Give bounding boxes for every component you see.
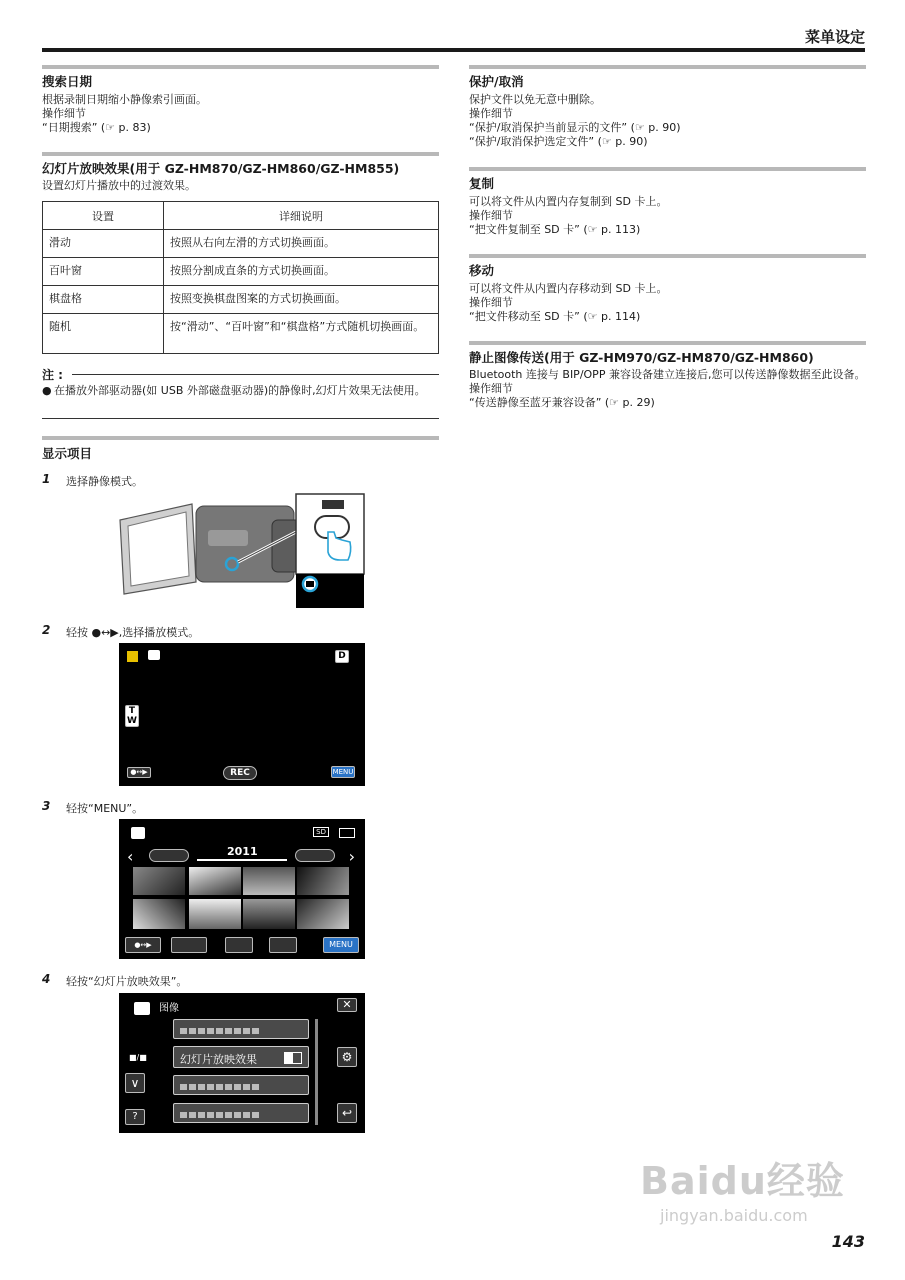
slideshow-desc: 设置幻灯片播放中的过渡效果。	[42, 179, 196, 192]
placeholder-text	[180, 1028, 260, 1034]
step-text: 轻按“幻灯片放映效果”。	[66, 975, 188, 988]
page-number: 143	[831, 1232, 865, 1251]
step-number: 2	[42, 623, 51, 637]
camera-screen-record	[119, 643, 365, 786]
menu-button[interactable]: MENU	[323, 937, 359, 953]
zoom-t-label: T	[128, 706, 136, 716]
gear-icon[interactable]: ⚙	[337, 1047, 357, 1067]
step-text: 轻按“MENU”。	[66, 802, 144, 815]
rec-button[interactable]: REC	[223, 766, 257, 780]
note-label: 注 :	[42, 368, 63, 382]
step-text: 轻按 ●↔▶,选择播放模式。	[66, 626, 200, 639]
camera-screen-index	[119, 819, 365, 959]
desc-text: 可以将文件从内置内存复制到 SD 卡上。	[469, 195, 668, 208]
note-text: 在播放外部驱动器(如 USB 外部磁盘驱动器)的静像时,幻灯片效果无法使用。	[54, 384, 426, 397]
desc-text: Bluetooth 连接与 BIP/OPP 兼容设备建立连接后,您可以传送静像数据至此设备。	[469, 368, 866, 381]
op-link[interactable]: “日期搜索” (☞ p. 83)	[42, 121, 151, 134]
table-row	[43, 230, 439, 258]
menu-item[interactable]	[173, 1019, 309, 1039]
section-bar	[42, 436, 439, 440]
menu-button[interactable]: MENU	[332, 768, 354, 776]
section-title-display: 显示项目	[42, 446, 93, 461]
op-link[interactable]: “把文件复制至 SD 卡” (☞ p. 113)	[469, 223, 641, 236]
close-icon[interactable]: ✕	[337, 998, 357, 1012]
header-rule	[42, 48, 865, 52]
note-rule	[72, 374, 439, 375]
table-cell: 按照变换棋盘图案的方式切换画面。	[164, 286, 439, 314]
watermark-url: jingyan.baidu.com	[660, 1206, 808, 1225]
d-icon: D	[335, 650, 349, 663]
watermark-logo: Baidu经验	[640, 1159, 845, 1203]
step-number: 1	[42, 472, 51, 486]
step-text: 选择静像模式。	[66, 475, 143, 488]
camera-icon	[131, 827, 145, 839]
camera-illustration	[112, 490, 367, 610]
section-title-slideshow: 幻灯片放映效果(用于 GZ-HM870/GZ-HM860/GZ-HM855)	[42, 161, 400, 176]
table-row	[43, 258, 439, 286]
scroll-down-icon[interactable]: ∨	[125, 1073, 145, 1093]
table-cell: 按照分割成直条的方式切换画面。	[164, 258, 439, 286]
section-bar	[469, 341, 866, 345]
prev-arrow-icon[interactable]: ‹	[127, 847, 134, 866]
table-header: 详细说明	[164, 202, 439, 230]
thumbnail[interactable]	[133, 899, 185, 929]
section-title-copy: 复制	[469, 176, 495, 191]
next-date-button[interactable]	[295, 849, 335, 862]
section-title-transfer: 静止图像传送(用于 GZ-HM970/GZ-HM870/GZ-HM860)	[469, 350, 814, 365]
battery-icon	[339, 828, 355, 838]
table-cell: 百叶窗	[43, 258, 164, 286]
section-bar	[469, 65, 866, 69]
op-link[interactable]: “保护/取消保护选定文件” (☞ p. 90)	[469, 135, 648, 148]
desc-text: 可以将文件从内置内存移动到 SD 卡上。	[469, 282, 668, 295]
step-number: 3	[42, 799, 51, 813]
table-row	[43, 286, 439, 314]
table-header-row	[43, 202, 439, 230]
desc-text: 根据录制日期缩小静像索引画面。	[42, 93, 207, 106]
thumbnail[interactable]	[133, 867, 185, 895]
section-title-protect: 保护/取消	[469, 74, 524, 89]
menu-title: 图像	[159, 1003, 179, 1014]
slideshow-icon[interactable]	[269, 937, 297, 953]
section-bar	[469, 167, 866, 171]
thumbnail[interactable]	[243, 867, 295, 895]
table-row	[43, 314, 439, 354]
camera-icon	[148, 650, 160, 660]
help-button[interactable]: ?	[125, 1109, 145, 1125]
prev-date-button[interactable]	[149, 849, 189, 862]
zoom-w-label: W	[127, 716, 137, 726]
op-label: 操作细节	[469, 209, 513, 222]
select-button[interactable]	[171, 937, 207, 953]
section-title-search-date: 搜索日期	[42, 74, 93, 89]
note-bullet-icon: ●	[42, 384, 52, 397]
delete-icon[interactable]	[225, 937, 253, 953]
copy-desc	[469, 195, 667, 237]
thumbnail[interactable]	[297, 867, 349, 895]
table-header: 设置	[43, 202, 164, 230]
thumbnail[interactable]	[189, 899, 241, 929]
note-end-rule	[42, 418, 439, 419]
op-label: 操作细节	[469, 296, 513, 309]
next-arrow-icon[interactable]: ›	[348, 847, 355, 866]
zoom-tw-button[interactable]	[125, 705, 139, 727]
card-icon	[127, 651, 138, 662]
mode-switch-button[interactable]: ●↔▶	[127, 767, 151, 778]
op-label: 操作细节	[469, 107, 513, 120]
menu-item-label: 幻灯片放映效果	[180, 1053, 257, 1066]
table-cell: 随机	[43, 314, 164, 354]
camera-screen-menu	[119, 993, 365, 1133]
section-bar	[42, 65, 439, 69]
placeholder-text	[180, 1084, 260, 1090]
timeline-bar	[197, 859, 287, 861]
desc-text: 保护文件以免无意中删除。	[469, 93, 601, 106]
menu-item-slideshow-effect[interactable]	[173, 1046, 309, 1068]
effect-icon	[284, 1052, 302, 1064]
mode-switch-button[interactable]: ●↔▶	[125, 937, 161, 953]
placeholder-text	[180, 1112, 260, 1118]
thumbnail[interactable]	[189, 867, 241, 895]
transfer-desc	[469, 368, 866, 410]
thumbnail[interactable]	[297, 899, 349, 929]
camera-icon	[134, 1002, 150, 1015]
page-indicator: ■/■	[129, 1053, 147, 1062]
back-icon[interactable]: ↩	[337, 1103, 357, 1123]
scrollbar[interactable]	[315, 1019, 318, 1125]
step-number: 4	[42, 972, 51, 986]
op-label: 操作细节	[469, 382, 513, 395]
thumbnail[interactable]	[243, 899, 295, 929]
op-link[interactable]: “传送静像至蓝牙兼容设备” (☞ p. 29)	[469, 396, 655, 409]
section-bar	[469, 254, 866, 258]
menu-item[interactable]	[173, 1103, 309, 1123]
search-date-desc	[42, 93, 207, 135]
move-desc	[469, 282, 667, 324]
table-cell: 棋盘格	[43, 286, 164, 314]
op-link[interactable]: “把文件移动至 SD 卡” (☞ p. 114)	[469, 310, 641, 323]
table-cell: 滑动	[43, 230, 164, 258]
section-bar	[42, 152, 439, 156]
op-label: 操作细节	[42, 107, 86, 120]
section-title-move: 移动	[469, 263, 495, 278]
op-link[interactable]: “保护/取消保护当前显示的文件” (☞ p. 90)	[469, 121, 681, 134]
menu-item[interactable]	[173, 1075, 309, 1095]
table-cell: 按“滑动”、“百叶窗”和“棋盘格”方式随机切换画面。	[164, 314, 439, 354]
sd-icon: SD	[313, 827, 329, 837]
table-cell: 按照从右向左滑的方式切换画面。	[164, 230, 439, 258]
slideshow-table	[42, 201, 439, 354]
year-label: 2011	[227, 845, 258, 858]
protect-desc	[469, 93, 681, 149]
page-header-title: 菜单设定	[804, 28, 865, 46]
